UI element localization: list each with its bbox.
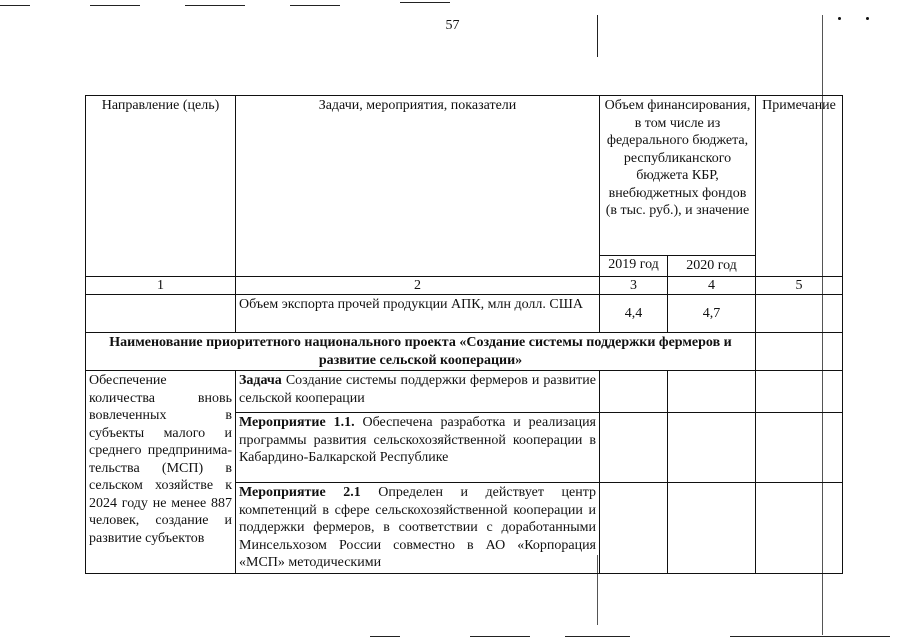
measure-1-1-value-2020 xyxy=(668,413,756,483)
scan-mark-top-2 xyxy=(90,5,140,6)
task-row xyxy=(86,371,843,413)
column-number-2: 2 xyxy=(236,276,600,295)
task-note xyxy=(756,371,843,413)
section-title: Наименование приоритетного национального проекта «Создание системы поддержки фермеров и развитие сельской кооперации» xyxy=(86,333,756,371)
header-funding: Объем финансирования, в том числе из федерального бюджета, республиканского бюджета КБР, внебюджетных фондов (в тыс. руб.), и значение xyxy=(600,96,756,256)
funding-table xyxy=(85,95,843,574)
header-year-2020: 2020 год xyxy=(668,256,756,277)
measure-1-1-text: Обеспечена разработка и реализация программы развития сельскохозяйственной кооперации в Кабардино-Балкарской Республике xyxy=(239,415,596,465)
scan-mark-bottom-4 xyxy=(730,636,890,637)
column-number-5: 5 xyxy=(756,276,843,295)
scan-mark-bottom-2 xyxy=(470,636,530,637)
task-label: Задача xyxy=(239,373,282,388)
section-row xyxy=(86,333,843,371)
header-row xyxy=(86,96,843,256)
section-note-cell xyxy=(756,333,843,371)
task-value-2020 xyxy=(668,371,756,413)
column-number-3: 3 xyxy=(600,276,668,295)
column-number-row xyxy=(86,276,843,295)
header-year-2019: 2019 год xyxy=(600,256,668,277)
scan-mark-top-3 xyxy=(185,5,245,6)
scan-mark-top-5 xyxy=(400,2,450,3)
scan-mark-top-1 xyxy=(0,5,30,6)
header-tasks: Задачи, мероприятия, показатели xyxy=(236,96,600,277)
measure-2-1-label: Мероприятие 2.1 xyxy=(239,485,361,500)
export-note-cell xyxy=(756,295,843,333)
header-direction: Направление (цель) xyxy=(86,96,236,277)
export-row xyxy=(86,295,843,333)
page-number: 57 xyxy=(445,18,460,33)
task-text: Создание системы поддержки фермеров и развитие сельской кооперации xyxy=(239,373,596,406)
measure-2-1-value-2020 xyxy=(668,483,756,574)
measure-2-1-text: Определен и действует центр компетенций в сфере сельскохозяйственной кооперации и поддержки фермеров, в соответствии с доработанными Минсельхозом России совместно в АО «Корпорация «МСП» методическими xyxy=(239,485,596,570)
measure-2-1-value-2019 xyxy=(600,483,668,574)
scan-mark-top-4 xyxy=(290,5,340,6)
measure-1-1-cell xyxy=(236,413,600,483)
export-value-2020: 4,7 xyxy=(668,295,756,333)
column-number-4: 4 xyxy=(668,276,756,295)
header-note: Примечание xyxy=(756,96,843,277)
measure-2-1-cell xyxy=(236,483,600,574)
measure-1-1-value-2019 xyxy=(600,413,668,483)
column-number-1: 1 xyxy=(86,276,236,295)
scan-mark-bottom-1 xyxy=(370,636,400,637)
scan-mark-bottom-3 xyxy=(565,636,630,637)
measure-1-1-note xyxy=(756,413,843,483)
export-direction-cell xyxy=(86,295,236,333)
goal-text: Обеспечение количества вновь вовлеченных в субъекты малого и среднего предпринима-тельства (МСП) в сельском хозяйстве к 2024 году не менее 887 человек, создание и развитие субъектов xyxy=(86,371,236,574)
measure-2-1-note xyxy=(756,483,843,574)
export-indicator: Объем экспорта прочей продукции АПК, млн долл. США xyxy=(236,295,600,333)
measure-1-1-label: Мероприятие 1.1. xyxy=(239,415,355,430)
export-value-2019: 4,4 xyxy=(600,295,668,333)
task-value-2019 xyxy=(600,371,668,413)
task-cell xyxy=(236,371,600,413)
